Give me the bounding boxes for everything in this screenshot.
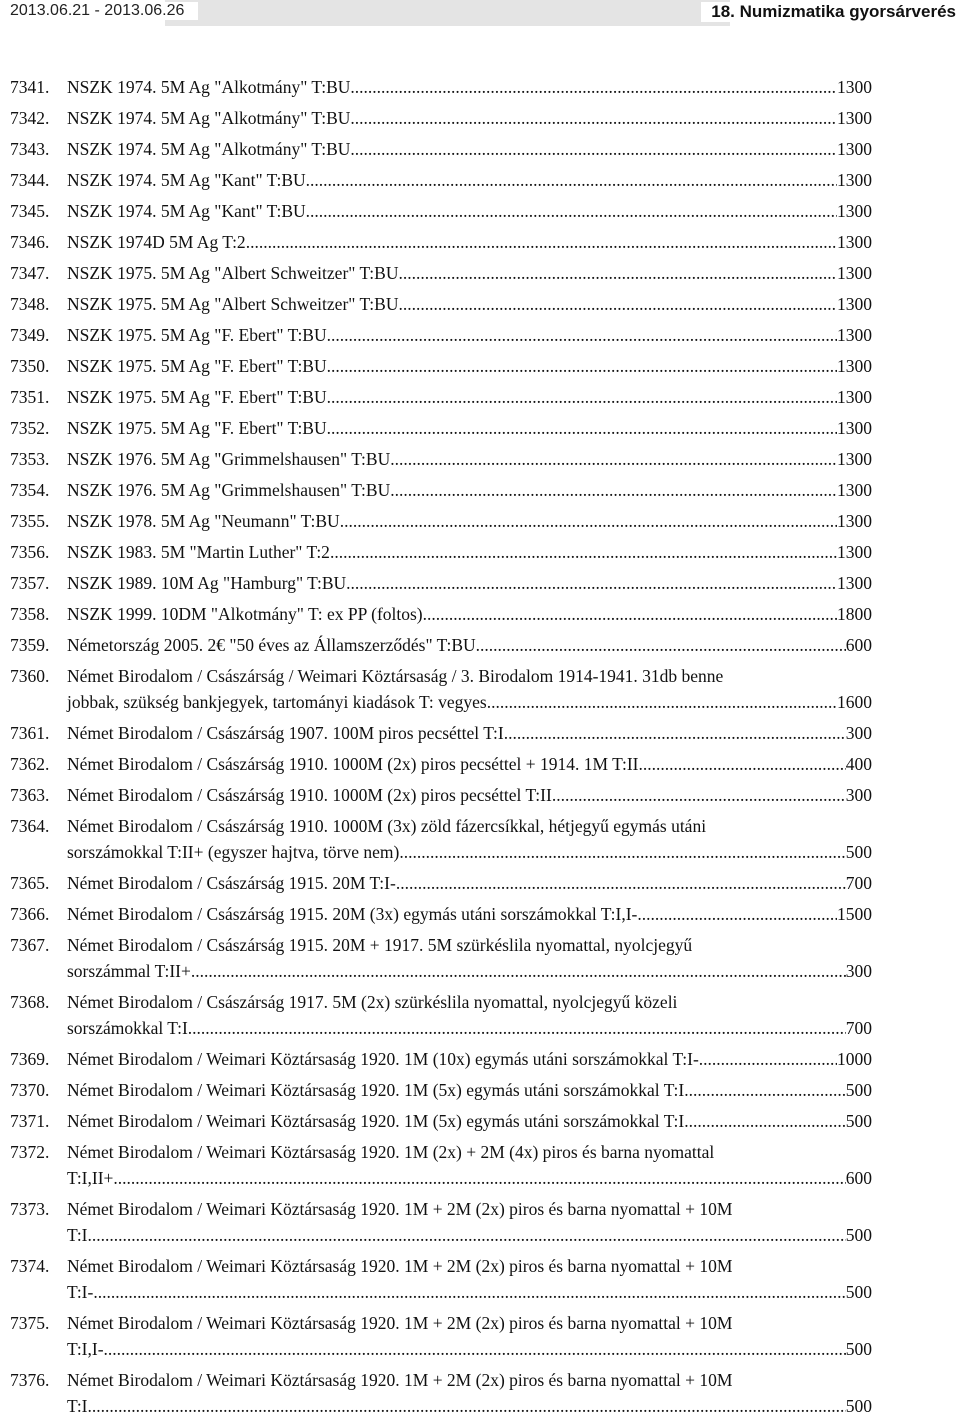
dot-leader <box>327 322 837 348</box>
dot-leader <box>476 632 846 658</box>
lot-price: 1800 <box>837 604 872 624</box>
dot-leader <box>487 689 837 715</box>
lot-price: 1300 <box>837 480 872 500</box>
page-header <box>0 0 960 26</box>
lot-number: 7365. <box>10 873 50 893</box>
lot-description: sorszámmal T:II+ <box>67 961 191 981</box>
lot-price: 700 <box>845 873 872 893</box>
lot-description: sorszámokkal T:II+ (egyszer hajtva, törve nem) <box>67 842 400 862</box>
date-range: 2013.06.21 - 2013.06.26 <box>10 2 198 20</box>
lot-entry <box>0 1253 960 1305</box>
lot-entry <box>0 1108 960 1134</box>
dot-leader <box>98 1279 846 1305</box>
lot-entry <box>0 932 960 984</box>
lot-number: 7355. <box>10 511 50 531</box>
lot-price: 1300 <box>837 77 872 97</box>
lot-description-line: Német Birodalom / Császárság 1910. 1000M (3x) zöld fázercsíkkal, hétjegyű egymás utáni <box>67 816 707 836</box>
lot-price: 500 <box>845 1282 872 1302</box>
lot-description: NSZK 1978. 5M Ag "Neumann" T:BU <box>67 511 340 531</box>
dot-leader <box>330 539 837 565</box>
dot-leader <box>104 1336 846 1362</box>
lot-description: jobbak, szükség bankjegyek, tartományi kiadások T: vegyes <box>67 692 487 712</box>
lot-description: NSZK 1974. 5M Ag "Kant" T:BU <box>67 201 306 221</box>
lot-entry <box>0 384 960 410</box>
lot-entry <box>0 415 960 441</box>
lot-description: Német Birodalom / Császárság 1910. 1000M (2x) piros pecséttel + 1914. 1M T:II <box>67 754 639 774</box>
lot-description: NSZK 1974. 5M Ag "Alkotmány" T:BU <box>67 108 351 128</box>
lot-description: NSZK 1976. 5M Ag "Grimmelshausen" T:BU <box>67 480 391 500</box>
lot-number: 7370. <box>10 1080 50 1100</box>
dot-leader <box>306 198 837 224</box>
lot-description: NSZK 1974. 5M Ag "Alkotmány" T:BU <box>67 77 351 97</box>
lot-entry <box>0 74 960 100</box>
lot-entry <box>0 322 960 348</box>
lot-entry <box>0 870 960 896</box>
lot-number: 7352. <box>10 418 50 438</box>
lot-price: 1300 <box>837 139 872 159</box>
lot-price: 1300 <box>837 573 872 593</box>
dot-leader <box>350 136 837 162</box>
lot-description: sorszámokkal T:I. <box>67 1018 193 1038</box>
lot-entry <box>0 989 960 1041</box>
lot-price: 300 <box>845 961 872 981</box>
lot-price: 500 <box>845 1080 872 1100</box>
lot-number: 7344. <box>10 170 50 190</box>
lot-entry <box>0 782 960 808</box>
lot-entry <box>0 601 960 627</box>
dot-leader <box>552 782 846 808</box>
lot-entry <box>0 136 960 162</box>
lot-price: 500 <box>845 1339 872 1359</box>
lot-price: 1600 <box>837 692 872 712</box>
dot-leader <box>306 167 837 193</box>
lot-price: 1300 <box>837 511 872 531</box>
lot-entry <box>0 291 960 317</box>
lot-description-line: Német Birodalom / Császárság 1917. 5M (2x) szürkéslila nyomattal, nyolcjegyű közeli <box>67 992 678 1012</box>
lot-number: 7360. <box>10 666 50 686</box>
dot-leader <box>191 958 846 984</box>
lot-number: 7369. <box>10 1049 50 1069</box>
lot-description-line: Német Birodalom / Weimari Köztársaság 1920. 1M + 2M (2x) piros és barna nyomattal + 10M <box>67 1370 733 1390</box>
lot-price: 1300 <box>837 387 872 407</box>
lot-price: 1300 <box>837 232 872 252</box>
lot-description: T:I,II+. <box>67 1168 118 1188</box>
lot-description: T:I <box>67 1225 88 1245</box>
lot-description: Német Birodalom / Császárság 1910. 1000M (2x) piros pecséttel T:II <box>67 785 552 805</box>
lot-number: 7347. <box>10 263 50 283</box>
lot-entry <box>0 539 960 565</box>
lot-description: Német Birodalom / Császárság 1915. 20M T:I- <box>67 873 396 893</box>
lot-description: Németország 2005. 2€ "50 éves az Államszerződés" T:BU <box>67 635 476 655</box>
lot-price: 1300 <box>837 170 872 190</box>
lot-description-line: Német Birodalom / Weimari Köztársaság 1920. 1M (2x) + 2M (4x) piros és barna nyomattal <box>67 1142 715 1162</box>
dot-leader <box>504 720 846 746</box>
lot-number: 7373. <box>10 1199 50 1219</box>
dot-leader <box>118 1165 846 1191</box>
lot-entry <box>0 105 960 131</box>
lot-price: 500 <box>845 1225 872 1245</box>
lot-number: 7349. <box>10 325 50 345</box>
dot-leader <box>88 1222 846 1248</box>
lot-number: 7348. <box>10 294 50 314</box>
dot-leader <box>88 1393 846 1419</box>
lot-price: 600 <box>845 1168 872 1188</box>
lot-price: 1300 <box>837 542 872 562</box>
lot-description-line: Német Birodalom / Weimari Köztársaság 1920. 1M + 2M (2x) piros és barna nyomattal + 10M <box>67 1313 733 1333</box>
lot-entry <box>0 901 960 927</box>
lot-entry <box>0 198 960 224</box>
dot-leader <box>423 601 837 627</box>
lot-price: 500 <box>845 1396 872 1416</box>
lot-entry <box>0 1139 960 1191</box>
dot-leader <box>399 839 845 865</box>
lot-number: 7356. <box>10 542 50 562</box>
lot-price: 500 <box>845 842 872 862</box>
lot-list <box>0 74 960 1424</box>
lot-number: 7376. <box>10 1370 50 1390</box>
lot-entry <box>0 570 960 596</box>
lot-price: 300 <box>845 723 872 743</box>
lot-entry <box>0 751 960 777</box>
lot-description-line: Német Birodalom / Weimari Köztársaság 1920. 1M + 2M (2x) piros és barna nyomattal + 10M <box>67 1199 733 1219</box>
lot-price: 1300 <box>837 325 872 345</box>
lot-description: NSZK 1974D 5M Ag T:2 <box>67 232 246 252</box>
lot-description: T:I,I- <box>67 1339 104 1359</box>
lot-number: 7358. <box>10 604 50 624</box>
lot-number: 7364. <box>10 816 50 836</box>
lot-price: 700 <box>845 1018 872 1038</box>
lot-description-line: Német Birodalom / Weimari Köztársaság 1920. 1M + 2M (2x) piros és barna nyomattal + 10M <box>67 1256 733 1276</box>
dot-leader <box>390 477 837 503</box>
lot-number: 7351. <box>10 387 50 407</box>
lot-entry <box>0 720 960 746</box>
lot-description: NSZK 1975. 5M Ag "Albert Schweitzer" T:BU <box>67 263 399 283</box>
dot-leader <box>327 415 837 441</box>
lot-number: 7359. <box>10 635 50 655</box>
lot-description-line: Német Birodalom / Császárság / Weimari Köztársaság / 3. Birodalom 1914-1941. 31db benne <box>67 666 724 686</box>
lot-price: 1300 <box>837 294 872 314</box>
lot-description: NSZK 1976. 5M Ag "Grimmelshausen" T:BU <box>67 449 391 469</box>
lot-number: 7357. <box>10 573 50 593</box>
dot-leader <box>637 901 837 927</box>
lot-description: Német Birodalom / Császárság 1907. 100M piros pecséttel T:I <box>67 723 504 743</box>
lot-description: NSZK 1975. 5M Ag "Albert Schweitzer" T:BU <box>67 294 399 314</box>
dot-leader <box>699 1046 837 1072</box>
lot-entry <box>0 1046 960 1072</box>
lot-price: 1500 <box>837 904 872 924</box>
lot-number: 7342. <box>10 108 50 128</box>
dot-leader <box>350 74 837 100</box>
dot-leader <box>246 229 837 255</box>
lot-description: Német Birodalom / Császárság 1915. 20M (3x) egymás utáni sorszámokkal T:I,I- <box>67 904 638 924</box>
lot-description: NSZK 1975. 5M Ag "F. Ebert" T:BU <box>67 418 327 438</box>
lot-number: 7341. <box>10 77 50 97</box>
lot-entry <box>0 813 960 865</box>
lot-number: 7374. <box>10 1256 50 1276</box>
lot-number: 7371. <box>10 1111 50 1131</box>
lot-description: NSZK 1974. 5M Ag "Alkotmány" T:BU <box>67 139 351 159</box>
lot-number: 7368. <box>10 992 50 1012</box>
lot-price: 1300 <box>837 356 872 376</box>
lot-number: 7353. <box>10 449 50 469</box>
lot-description: NSZK 1975. 5M Ag "F. Ebert" T:BU <box>67 325 327 345</box>
lot-price: 400 <box>845 754 872 774</box>
lot-description: NSZK 1974. 5M Ag "Kant" T:BU <box>67 170 306 190</box>
lot-entry <box>0 1077 960 1103</box>
dot-leader <box>398 291 837 317</box>
lot-number: 7375. <box>10 1313 50 1333</box>
dot-leader <box>689 1108 846 1134</box>
lot-entry <box>0 446 960 472</box>
lot-description: T:I <box>67 1396 88 1416</box>
dot-leader <box>398 260 837 286</box>
lot-description: NSZK 1983. 5M "Martin Luther" T:2 <box>67 542 330 562</box>
lot-number: 7367. <box>10 935 50 955</box>
lot-entry <box>0 663 960 715</box>
lot-entry <box>0 1310 960 1362</box>
lot-entry <box>0 353 960 379</box>
lot-price: 1300 <box>837 449 872 469</box>
lot-entry <box>0 632 960 658</box>
lot-description: NSZK 1975. 5M Ag "F. Ebert" T:BU <box>67 387 327 407</box>
lot-number: 7363. <box>10 785 50 805</box>
lot-entry <box>0 508 960 534</box>
lot-description: NSZK 1975. 5M Ag "F. Ebert" T:BU <box>67 356 327 376</box>
lot-price: 500 <box>845 1111 872 1131</box>
lot-number: 7366. <box>10 904 50 924</box>
lot-number: 7343. <box>10 139 50 159</box>
lot-price: 600 <box>845 635 872 655</box>
lot-description: Német Birodalom / Weimari Köztársaság 1920. 1M (5x) egymás utáni sorszámokkal T:I. <box>67 1111 689 1131</box>
lot-entry <box>0 229 960 255</box>
dot-leader <box>390 446 837 472</box>
lot-number: 7350. <box>10 356 50 376</box>
lot-entry <box>0 1196 960 1248</box>
lot-entry <box>0 477 960 503</box>
lot-number: 7361. <box>10 723 50 743</box>
dot-leader <box>639 751 846 777</box>
lot-price: 1300 <box>837 418 872 438</box>
dot-leader <box>396 870 846 896</box>
header-bar <box>165 0 730 26</box>
lot-entry <box>0 167 960 193</box>
lot-price: 300 <box>845 785 872 805</box>
lot-description: NSZK 1999. 10DM "Alkotmány" T: ex PP (foltos) <box>67 604 423 624</box>
lot-description: NSZK 1989. 10M Ag "Hamburg" T:BU <box>67 573 347 593</box>
lot-description: Német Birodalom / Weimari Köztársaság 1920. 1M (5x) egymás utáni sorszámokkal T:I. <box>67 1080 689 1100</box>
lot-number: 7362. <box>10 754 50 774</box>
lot-price: 1000 <box>837 1049 872 1069</box>
dot-leader <box>192 1015 846 1041</box>
lot-number: 7372. <box>10 1142 50 1162</box>
lot-number: 7354. <box>10 480 50 500</box>
lot-number: 7346. <box>10 232 50 252</box>
dot-leader <box>327 384 837 410</box>
catalog-title: 18. Numizmatika gyorsárverés <box>701 2 956 22</box>
lot-entry <box>0 1367 960 1419</box>
dot-leader <box>340 508 837 534</box>
dot-leader <box>689 1077 846 1103</box>
lot-description-line: Német Birodalom / Császárság 1915. 20M + 1917. 5M szürkéslila nyomattal, nyolcjegyű <box>67 935 693 955</box>
lot-description: T:I-. <box>67 1282 98 1302</box>
dot-leader <box>327 353 837 379</box>
dot-leader <box>350 105 837 131</box>
lot-number: 7345. <box>10 201 50 221</box>
lot-price: 1300 <box>837 201 872 221</box>
dot-leader <box>346 570 837 596</box>
lot-price: 1300 <box>837 263 872 283</box>
lot-entry <box>0 260 960 286</box>
lot-price: 1300 <box>837 108 872 128</box>
lot-description: Német Birodalom / Weimari Köztársaság 1920. 1M (10x) egymás utáni sorszámokkal T:I- <box>67 1049 699 1069</box>
